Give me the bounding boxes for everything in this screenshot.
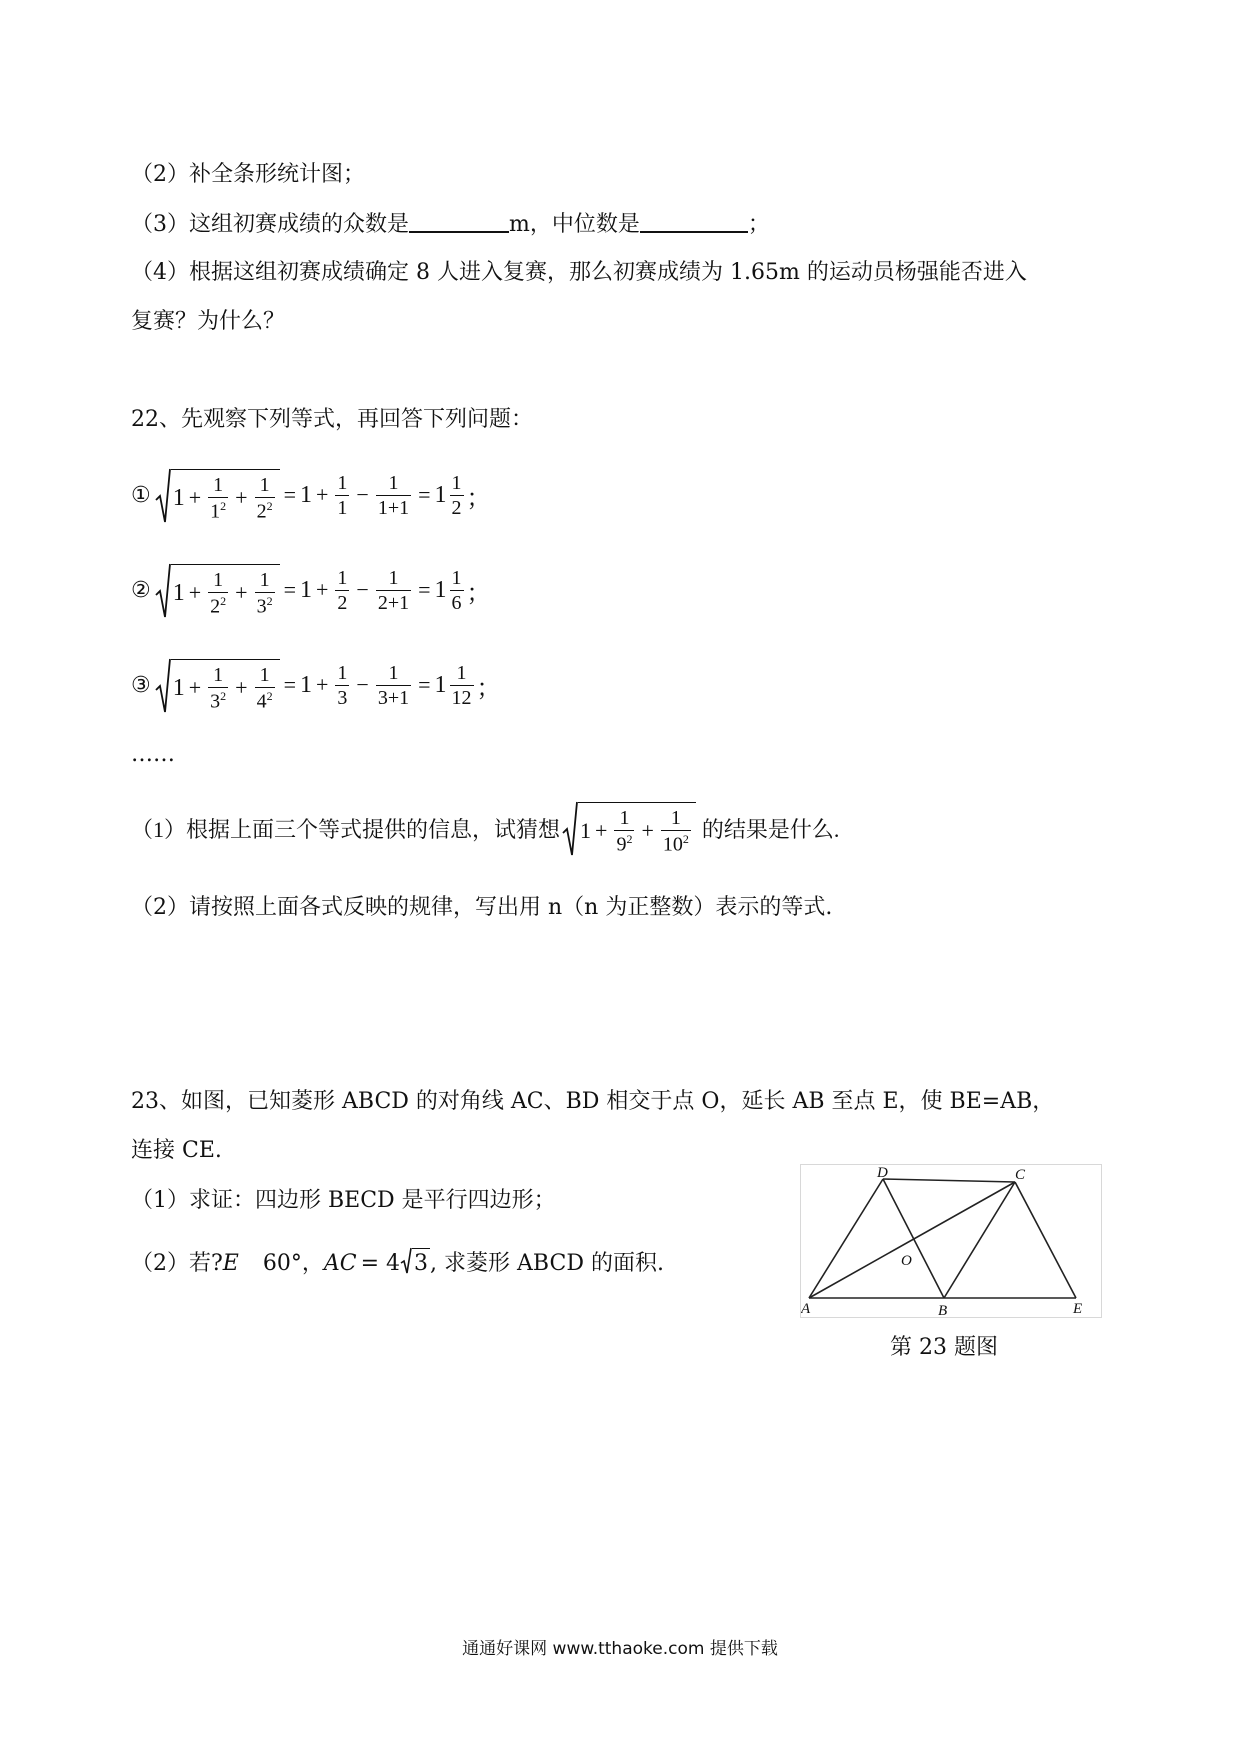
q22-part2: （2）请按照上面各式反映的规律，写出用 n（n 为正整数）表示的等式. xyxy=(131,895,833,920)
median-answer-blank[interactable] xyxy=(640,209,748,233)
q21-part4-line2: 复赛？为什么？ xyxy=(131,309,286,334)
q21-part3-text-a: （3）这组初赛成绩的众数是 xyxy=(131,212,409,237)
square-root: 1 + $\frac{1}{9^2}$ + $\frac{1}{10^2}$ xyxy=(562,799,696,857)
square-root: 3 xyxy=(400,1246,430,1279)
label-B: B xyxy=(938,1303,948,1317)
label-D: D xyxy=(877,1165,888,1181)
q23-part2: （2）若?E 60°，AC = 4 3 , 求菱形 ABCD 的面积. xyxy=(131,1246,664,1279)
segment-CB xyxy=(944,1182,1015,1298)
square-root: 1 + $\frac{1}{2^2}$ + $\frac{1}{3^2}$ xyxy=(155,561,280,619)
circled-number-3: ③ xyxy=(131,672,151,698)
q21-part4-line1: （4）根据这组初赛成绩确定 8 人进入复赛，那么初赛成绩为 1.65m 的运动员杨强能否进入 xyxy=(131,260,1027,285)
diagonal-BD xyxy=(883,1179,944,1298)
segment-AD xyxy=(809,1179,883,1298)
label-A: A xyxy=(801,1301,811,1317)
square-root: 1 + $\frac{1}{1^2}$ + $\frac{1}{2^2}$ xyxy=(155,466,280,524)
q21-part3-text-b: m，中位数是 xyxy=(509,212,640,237)
rhombus-diagram xyxy=(801,1165,1101,1317)
q22-part1 xyxy=(131,795,839,861)
q22-equation-1: ① 1 + $\frac{1}{1^2}$ + $\frac{1}{2^2}$ = 1 + $\frac{1}{1}$ − $\frac{1}{1+1}$ = 1 $\frac{1}{2}$ ； xyxy=(131,462,491,528)
q21-part3-text-c: ； xyxy=(747,212,770,237)
segment-DC xyxy=(883,1179,1015,1182)
q22-part1-text-b: 的结果是什么. xyxy=(701,816,840,842)
q22-title: 22、先观察下列等式，再回答下列问题： xyxy=(131,407,533,432)
label-C: C xyxy=(1015,1167,1026,1183)
q21-part3 xyxy=(131,209,770,240)
q23-title-line2: 连接 CE. xyxy=(131,1138,222,1163)
circled-number-1: ① xyxy=(131,482,151,508)
q22-part1-text-a: （1）根据上面三个等式提供的信息，试猜想 xyxy=(131,816,561,842)
figure-caption: 第 23 题图 xyxy=(890,1335,998,1360)
q23-part1: （1）求证：四边形 BECD 是平行四边形； xyxy=(131,1188,556,1213)
diagonal-AC xyxy=(809,1182,1015,1298)
segment-CE xyxy=(1015,1182,1076,1298)
rhombus-figure xyxy=(800,1164,1102,1318)
q21-part2: （2）补全条形统计图； xyxy=(131,162,365,187)
footer-source: 通通好课网 www.tthaoke.com 提供下载 xyxy=(462,1639,778,1659)
q23-title-line1: 23、如图，已知菱形 ABCD 的对角线 AC、BD 相交于点 O，延长 AB 至点 E，使 BE=AB， xyxy=(131,1089,1055,1114)
q22-equation-2: ② 1 + $\frac{1}{2^2}$ + $\frac{1}{3^2}$ = 1 + $\frac{1}{2}$ − $\frac{1}{2+1}$ = 1 $\frac{1}{6}$ ； xyxy=(131,557,491,623)
mode-answer-blank[interactable] xyxy=(409,209,509,233)
label-E: E xyxy=(1073,1301,1083,1317)
q22-ellipsis: …… xyxy=(131,742,175,767)
square-root: 1 + $\frac{1}{3^2}$ + $\frac{1}{4^2}$ xyxy=(155,656,280,714)
q22-equation-3: ③ 1 + $\frac{1}{3^2}$ + $\frac{1}{4^2}$ = 1 + $\frac{1}{3}$ − $\frac{1}{3+1}$ = 1 $\frac{1}{12}$ ； xyxy=(131,652,501,718)
label-O: O xyxy=(901,1253,912,1269)
circled-number-2: ② xyxy=(131,577,151,603)
